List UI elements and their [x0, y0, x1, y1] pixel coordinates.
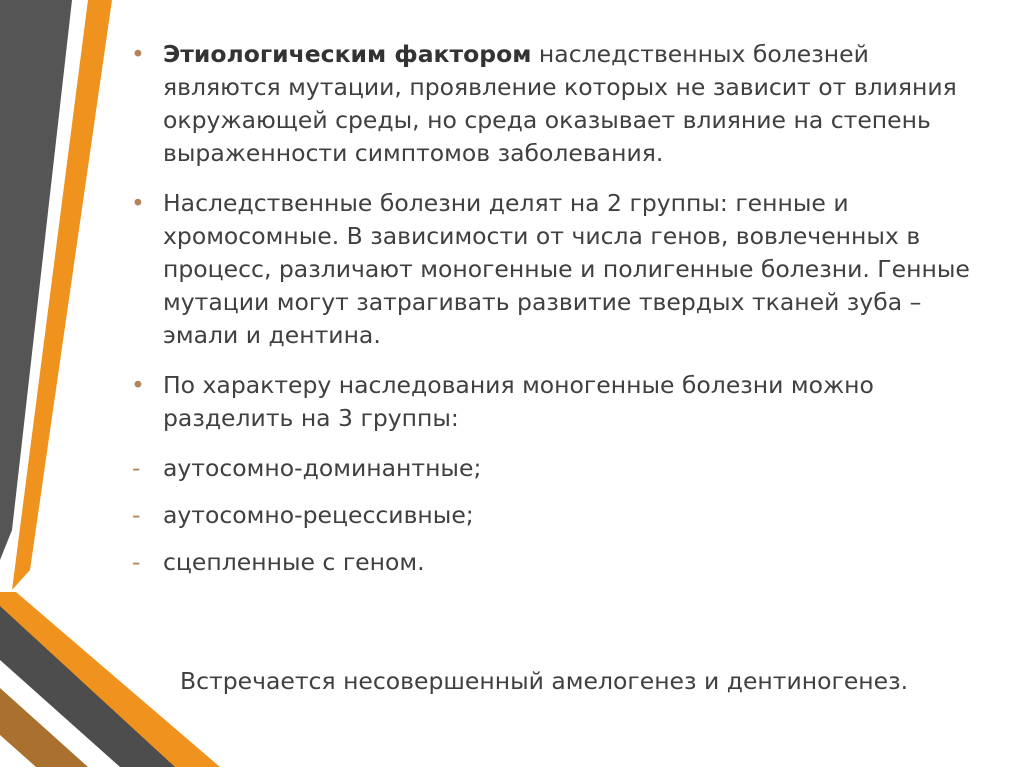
dash-text: аутосомно-рецессивные; — [163, 501, 474, 529]
bold-lead-text: Этиологическим фактором — [163, 40, 532, 68]
dash-item — [128, 452, 988, 485]
bullet-text: Наследственные болезни делят на 2 группы: генные и хромосомные. В зависимости от числа генов, вовлеченных в процесс, различают моногенные и полигенные болезни. Генные мутации могут затрагивать развитие твердых тканей зуба – эмали и дентина. — [163, 189, 970, 349]
dash-item — [128, 546, 988, 579]
bullet-item — [128, 369, 988, 435]
slide-content — [128, 38, 988, 593]
bullet-marker: • — [131, 371, 145, 399]
bullet-marker: • — [131, 189, 145, 217]
dash-text: сцепленные с геном. — [163, 548, 425, 576]
bullet-item — [128, 187, 988, 352]
bullet-text: наследственных болезней являются мутации, проявление которых не зависит от влияния окружающей среды, но среда оказывает влияние на степень выраженности симптомов заболевания. — [163, 40, 957, 167]
dash-item — [128, 499, 988, 532]
dash-text: аутосомно-доминантные; — [163, 454, 482, 482]
bullet-text: По характеру наследования моногенные болезни можно разделить на 3 группы: — [163, 371, 874, 432]
footer-note: Встречается несовершенный амелогенез и дентиногенез. — [180, 667, 909, 695]
bullet-marker: • — [131, 40, 145, 68]
dash-marker: - — [132, 454, 141, 482]
dash-marker: - — [132, 501, 141, 529]
bullet-item — [128, 38, 988, 170]
dash-marker: - — [132, 548, 141, 576]
